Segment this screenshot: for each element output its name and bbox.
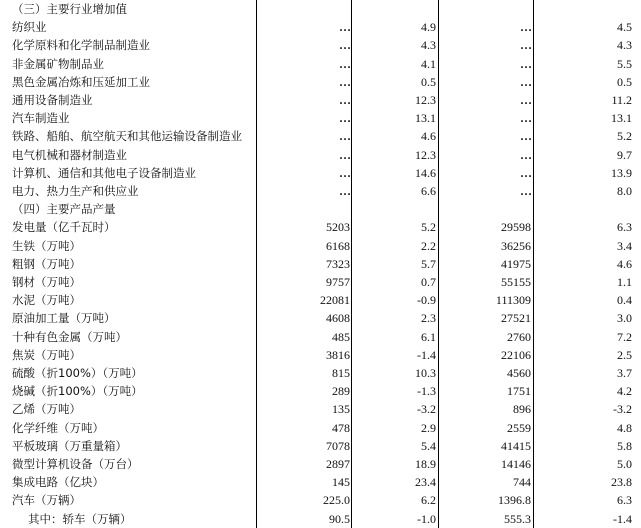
table-row bbox=[0, 127, 641, 145]
value-cell: 4608 bbox=[326, 311, 350, 326]
value-cell: 3.4 bbox=[617, 238, 632, 253]
row-label: 钢材（万吨） bbox=[12, 275, 81, 289]
table-row bbox=[0, 510, 641, 528]
row-label: 化学原料和化学制品制造业 bbox=[12, 38, 150, 53]
value-cell bbox=[258, 0, 350, 18]
value-cell: 5.8 bbox=[617, 438, 632, 453]
value-cell: 10.3 bbox=[415, 366, 436, 380]
table-row bbox=[0, 55, 641, 73]
value-cell: 744 bbox=[513, 475, 531, 490]
value-cell: 225.0 bbox=[323, 493, 350, 508]
value-cell: 5.2 bbox=[421, 220, 436, 235]
row-label: 微型计算机设备（万台） bbox=[12, 457, 139, 471]
row-label: 纺织业 bbox=[12, 20, 47, 35]
value-cell: 5.2 bbox=[617, 129, 632, 144]
table-row bbox=[0, 364, 641, 382]
value-cell: 2.5 bbox=[617, 347, 632, 362]
value-cell: 1751 bbox=[507, 384, 531, 399]
value-cell: 7323 bbox=[326, 256, 350, 271]
value-cell: 11.2 bbox=[611, 93, 632, 107]
value-cell: 5.4 bbox=[421, 438, 436, 453]
table-row bbox=[0, 255, 641, 273]
value-cell: 23.8 bbox=[611, 475, 632, 490]
value-cell: … bbox=[520, 93, 531, 107]
row-label: 汽车（万辆） bbox=[12, 493, 81, 508]
value-cell: … bbox=[520, 184, 531, 198]
table-row bbox=[0, 419, 641, 437]
row-label: 汽车制造业 bbox=[12, 111, 70, 126]
value-cell: 41975 bbox=[501, 256, 531, 271]
value-cell: … bbox=[339, 20, 350, 35]
table-row bbox=[0, 437, 641, 455]
value-cell: -3.2 bbox=[417, 402, 436, 417]
value-cell bbox=[352, 200, 436, 218]
value-cell: 7.2 bbox=[617, 329, 632, 344]
table-row bbox=[0, 491, 641, 509]
value-cell: … bbox=[520, 74, 531, 89]
value-cell bbox=[258, 200, 350, 218]
value-cell: -1.4 bbox=[613, 511, 632, 526]
row-label: 焦炭（万吨） bbox=[12, 347, 81, 362]
row-label: 非金属矿物制品业 bbox=[12, 56, 104, 71]
value-cell bbox=[535, 0, 632, 18]
value-cell: 5.0 bbox=[617, 457, 632, 471]
row-label: 铁路、船舶、航空航天和其他运输设备制造业 bbox=[12, 129, 242, 144]
value-cell: 2.3 bbox=[421, 311, 436, 326]
value-cell: … bbox=[520, 165, 531, 180]
value-cell: … bbox=[339, 165, 350, 180]
row-label: 其中：轿车（万辆） bbox=[28, 511, 132, 526]
row-label: 计算机、通信和其他电子设备制造业 bbox=[12, 165, 196, 180]
value-cell: 4.8 bbox=[617, 420, 632, 435]
value-cell: 135 bbox=[332, 402, 350, 417]
row-label: 粗钢（万吨） bbox=[12, 256, 81, 271]
value-cell: 896 bbox=[513, 402, 531, 417]
table-row bbox=[0, 273, 641, 291]
value-cell: 9757 bbox=[326, 275, 350, 289]
table-row bbox=[0, 36, 641, 54]
row-label: 硫酸（折100%）（万吨） bbox=[12, 366, 143, 380]
value-cell: 4.6 bbox=[421, 129, 436, 144]
value-cell: 485 bbox=[332, 329, 350, 344]
section-header-row bbox=[0, 0, 641, 18]
table-row bbox=[0, 455, 641, 473]
value-cell: 4560 bbox=[507, 366, 531, 380]
value-cell: 2559 bbox=[507, 420, 531, 435]
row-label: 生铁（万吨） bbox=[12, 238, 81, 253]
value-cell: 1396.8 bbox=[498, 493, 531, 508]
value-cell: 2.9 bbox=[421, 420, 436, 435]
value-cell: 6.6 bbox=[421, 184, 436, 198]
value-cell: … bbox=[520, 111, 531, 126]
row-label: 平板玻璃（万重量箱） bbox=[12, 438, 127, 453]
table-row bbox=[0, 146, 641, 164]
value-cell: 0.4 bbox=[617, 293, 632, 308]
value-cell: -1.0 bbox=[417, 511, 436, 526]
row-label: 发电量（亿千瓦时） bbox=[12, 220, 116, 235]
value-cell: 13.1 bbox=[611, 111, 632, 126]
value-cell: 111309 bbox=[495, 293, 531, 308]
value-cell: 23.4 bbox=[415, 475, 436, 490]
value-cell: 0.7 bbox=[421, 275, 436, 289]
table-row bbox=[0, 473, 641, 491]
value-cell: 13.9 bbox=[611, 165, 632, 180]
value-cell: … bbox=[339, 74, 350, 89]
value-cell: 145 bbox=[332, 475, 350, 490]
value-cell: 815 bbox=[332, 366, 350, 380]
value-cell: 3816 bbox=[326, 347, 350, 362]
value-cell: 29598 bbox=[501, 220, 531, 235]
row-label: 电气机械和器材制造业 bbox=[12, 147, 127, 162]
value-cell: … bbox=[339, 93, 350, 107]
value-cell: 7078 bbox=[326, 438, 350, 453]
value-cell: 0.5 bbox=[617, 74, 632, 89]
value-cell: 289 bbox=[332, 384, 350, 399]
value-cell: 13.1 bbox=[415, 111, 436, 126]
value-cell: 55155 bbox=[501, 275, 531, 289]
value-cell: 36256 bbox=[501, 238, 531, 253]
value-cell: 14146 bbox=[501, 457, 531, 471]
value-cell: 1.1 bbox=[617, 275, 632, 289]
value-cell: … bbox=[339, 184, 350, 198]
table-row bbox=[0, 309, 641, 327]
row-label: 十种有色金属（万吨） bbox=[12, 329, 127, 344]
row-label: 通用设备制造业 bbox=[12, 93, 93, 107]
value-cell: 4.5 bbox=[617, 20, 632, 35]
value-cell: -0.9 bbox=[417, 293, 436, 308]
section-title: （三）主要行业增加值 bbox=[12, 2, 127, 16]
value-cell bbox=[352, 0, 436, 18]
value-cell: … bbox=[339, 56, 350, 71]
table-row bbox=[0, 328, 641, 346]
value-cell: … bbox=[520, 38, 531, 53]
value-cell: … bbox=[339, 129, 350, 144]
value-cell: 478 bbox=[332, 420, 350, 435]
value-cell: … bbox=[339, 147, 350, 162]
value-cell: 41415 bbox=[501, 438, 531, 453]
table-row bbox=[0, 182, 641, 200]
row-label: 黑色金属冶炼和压延加工业 bbox=[12, 74, 150, 89]
value-cell: 4.1 bbox=[421, 56, 436, 71]
table-row bbox=[0, 73, 641, 91]
value-cell: 6.3 bbox=[617, 493, 632, 508]
section-header-row bbox=[0, 200, 641, 218]
section-title: （四）主要产品产量 bbox=[12, 202, 116, 217]
row-label: 水泥（万吨） bbox=[12, 293, 81, 308]
row-label: 烧碱（折100%）（万吨） bbox=[12, 384, 143, 399]
value-cell: 4.2 bbox=[617, 384, 632, 399]
table-row bbox=[0, 382, 641, 400]
value-cell: 6168 bbox=[326, 238, 350, 253]
row-label: 乙烯（万吨） bbox=[12, 402, 81, 417]
value-cell: -1.4 bbox=[417, 347, 436, 362]
value-cell: -1.3 bbox=[417, 384, 436, 399]
value-cell: 18.9 bbox=[415, 457, 436, 471]
value-cell: 12.3 bbox=[415, 147, 436, 162]
value-cell: … bbox=[520, 129, 531, 144]
value-cell: 9.7 bbox=[617, 147, 632, 162]
value-cell: 4.9 bbox=[421, 20, 436, 35]
value-cell: 555.3 bbox=[504, 511, 531, 526]
table-row bbox=[0, 18, 641, 36]
value-cell: 3.0 bbox=[617, 311, 632, 326]
value-cell: 4.3 bbox=[617, 38, 632, 53]
value-cell: -3.2 bbox=[613, 402, 632, 417]
value-cell: 3.7 bbox=[617, 366, 632, 380]
value-cell: 12.3 bbox=[415, 93, 436, 107]
value-cell: 0.5 bbox=[421, 74, 436, 89]
table-row bbox=[0, 109, 641, 127]
value-cell bbox=[440, 0, 531, 18]
table-row bbox=[0, 237, 641, 255]
value-cell: 5203 bbox=[326, 220, 350, 235]
value-cell: 22081 bbox=[320, 293, 350, 308]
value-cell: … bbox=[520, 56, 531, 71]
table-row bbox=[0, 346, 641, 364]
value-cell: 6.2 bbox=[421, 493, 436, 508]
value-cell: … bbox=[520, 20, 531, 35]
value-cell: 2760 bbox=[507, 329, 531, 344]
value-cell: … bbox=[520, 147, 531, 162]
value-cell: 2.2 bbox=[421, 238, 436, 253]
value-cell: 27521 bbox=[501, 311, 531, 326]
value-cell: 8.0 bbox=[617, 184, 632, 198]
value-cell bbox=[535, 200, 632, 218]
table-row bbox=[0, 291, 641, 309]
value-cell: 22106 bbox=[501, 347, 531, 362]
value-cell: 4.6 bbox=[617, 256, 632, 271]
row-label: 化学纤维（万吨） bbox=[12, 420, 104, 435]
value-cell: 6.3 bbox=[617, 220, 632, 235]
value-cell: 90.5 bbox=[329, 511, 350, 526]
table-row bbox=[0, 218, 641, 236]
value-cell: 14.6 bbox=[415, 165, 436, 180]
row-label: 电力、热力生产和供应业 bbox=[12, 184, 139, 198]
value-cell: … bbox=[339, 111, 350, 126]
table-row bbox=[0, 400, 641, 418]
value-cell: 6.1 bbox=[421, 329, 436, 344]
value-cell: … bbox=[339, 38, 350, 53]
value-cell: 2897 bbox=[326, 457, 350, 471]
row-label: 原油加工量（万吨） bbox=[12, 311, 116, 326]
table-row bbox=[0, 164, 641, 182]
value-cell bbox=[440, 200, 531, 218]
value-cell: 4.3 bbox=[421, 38, 436, 53]
value-cell: 5.7 bbox=[421, 256, 436, 271]
row-label: 集成电路（亿块） bbox=[12, 475, 104, 490]
value-cell: 5.5 bbox=[617, 56, 632, 71]
table-row bbox=[0, 91, 641, 109]
